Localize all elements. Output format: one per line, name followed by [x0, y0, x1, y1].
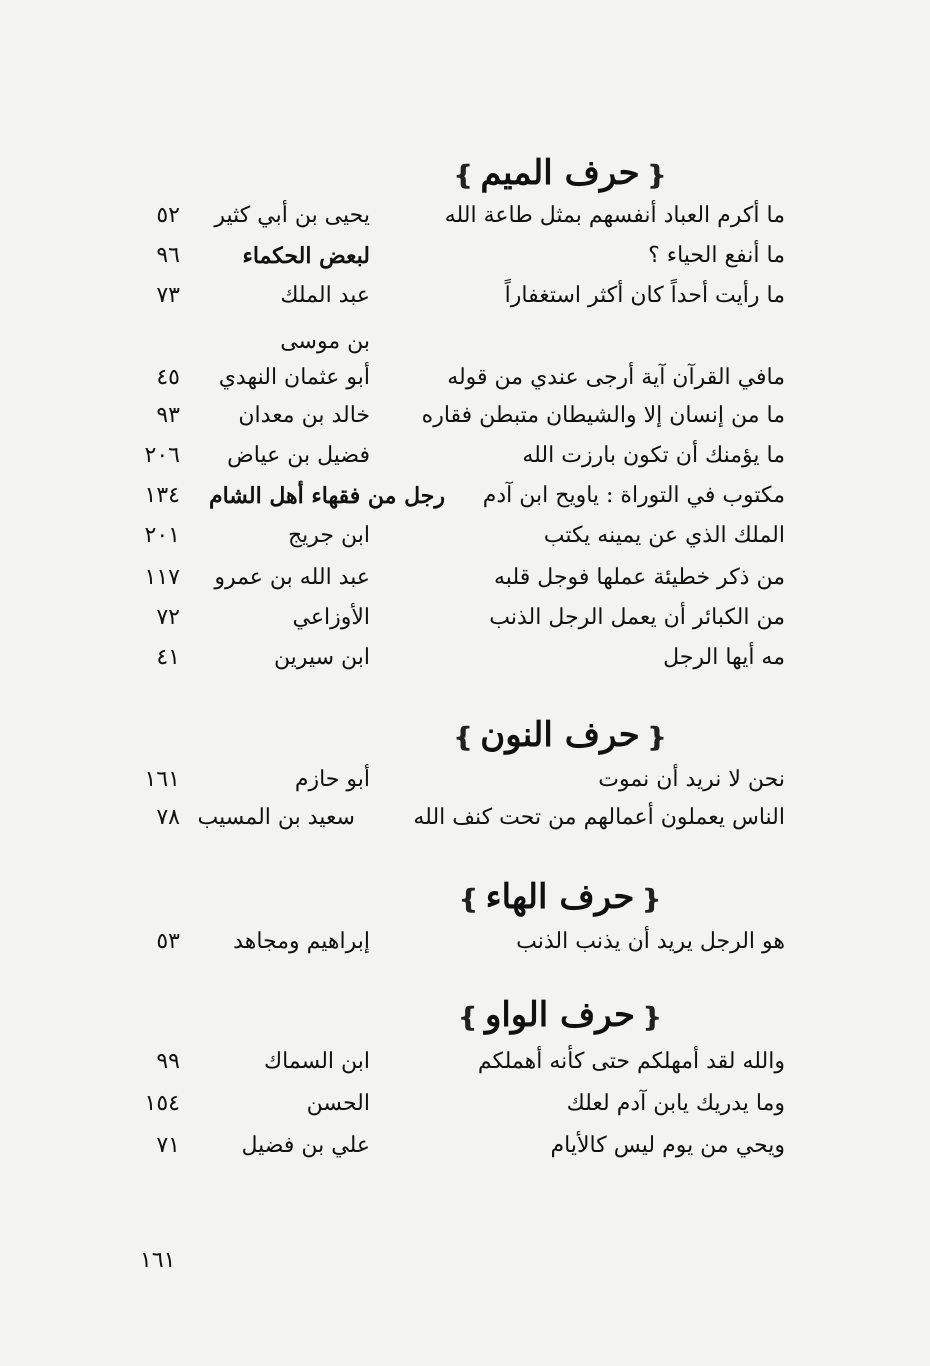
ornament-icon: ❵	[452, 161, 475, 191]
section-title: حرف النون	[480, 715, 640, 755]
ornament-icon: ❵	[452, 723, 475, 753]
saying-text: الملك الذي عن يمينه يكتب	[543, 523, 785, 548]
index-row	[0, 396, 930, 436]
ornament-icon: ❵	[457, 1003, 479, 1033]
saying-text: مه أيها الرجل	[663, 645, 785, 670]
page-number: ٧٢	[156, 605, 180, 630]
ornament-icon: ❴	[645, 723, 668, 753]
index-row	[0, 436, 930, 476]
index-row	[0, 358, 930, 398]
section-title: حرف الميم	[480, 153, 640, 193]
page-number: ٥٣	[156, 929, 180, 954]
page-number: ٢٠٦	[144, 443, 180, 468]
narrator-name: ابن سيرين	[273, 645, 370, 670]
page-number: ٧٨	[156, 805, 180, 830]
saying-text: الناس يعملون أعمالهم من تحت كنف الله	[413, 805, 785, 830]
narrator-name: لبعض الحكماء	[242, 243, 370, 269]
saying-text: ما يؤمنك أن تكون بارزت الله	[522, 443, 785, 468]
index-row	[0, 558, 930, 598]
index-row	[0, 798, 930, 838]
page-number: ١٥٤	[144, 1091, 180, 1116]
section-heading-haa	[330, 872, 790, 922]
saying-text: هو الرجل يريد أن يذنب الذنب	[516, 929, 785, 954]
saying-text: وما يدريك يابن آدم لعلك	[566, 1091, 785, 1116]
narrator-name: أبو حازم	[294, 767, 370, 792]
page-number: ٧٣	[156, 283, 180, 308]
saying-text: ما أنفع الحياء ؟	[648, 243, 785, 268]
narrator-name: إبراهيم ومجاهد	[233, 929, 370, 954]
page-number: ٩٣	[156, 403, 180, 428]
saying-text: من الكبائر أن يعمل الرجل الذنب	[489, 605, 785, 630]
page-number: ٥٢	[156, 203, 180, 228]
section-heading-waw	[330, 990, 790, 1040]
index-row	[0, 1042, 930, 1082]
narrator-name: عبد الملك	[280, 283, 370, 308]
ornament-icon: ❴	[640, 885, 663, 915]
page-number: ٤٥	[156, 365, 180, 390]
saying-text: ما من إنسان إلا والشيطان متبطن فقاره	[421, 403, 785, 428]
index-row	[0, 922, 930, 962]
saying-text: ويحي من يوم ليس كالأيام	[550, 1133, 785, 1158]
index-row	[0, 196, 930, 236]
narrator-name: ابن جريج	[287, 523, 370, 548]
narrator-name: عبد الله بن عمرو	[214, 565, 370, 590]
saying-text: ما رأيت أحداً كان أكثر استغفاراً	[504, 283, 785, 308]
narrator-name: أبو عثمان النهدي	[218, 365, 370, 390]
narrator-name: فضيل بن عياض	[227, 443, 370, 468]
index-row	[0, 236, 930, 276]
index-row	[0, 638, 930, 678]
page-number: ٤١	[156, 645, 180, 670]
section-heading-meem	[330, 148, 790, 198]
narrator-name: بن موسى	[280, 329, 370, 354]
ornament-icon: ❴	[645, 161, 668, 191]
page-number: ٧١	[156, 1133, 180, 1158]
index-row	[0, 1084, 930, 1124]
saying-text: مكتوب في التوراة : ياويح ابن آدم	[482, 483, 785, 508]
section-title: حرف الواو	[484, 995, 636, 1035]
narrator-name: خالد بن معدان	[238, 403, 370, 428]
page-number: ١٣٤	[144, 483, 180, 508]
page-number: ١١٧	[144, 565, 180, 590]
narrator-name: علي بن فضيل	[241, 1133, 370, 1158]
narrator-name: يحيى بن أبي كثير	[214, 203, 370, 228]
page-number: ١٦١	[144, 767, 180, 792]
page-number: ٩٩	[156, 1049, 180, 1074]
index-row	[0, 1126, 930, 1166]
index-row	[0, 598, 930, 638]
ornament-icon: ❵	[457, 885, 480, 915]
page-number: ٩٦	[156, 243, 180, 268]
saying-text: مافي القرآن آية أرجى عندي من قوله	[447, 365, 785, 390]
narrator-name: الحسن	[306, 1091, 370, 1116]
ornament-icon: ❴	[641, 1003, 663, 1033]
saying-text: ما أكرم العباد أنفسهم بمثل طاعة الله	[444, 203, 785, 228]
index-row	[0, 276, 930, 316]
page-number: ٢٠١	[144, 523, 180, 548]
section-heading-noon	[330, 710, 790, 760]
index-row	[0, 322, 930, 362]
narrator-name: رجل من فقهاء أهل الشام	[208, 483, 445, 509]
saying-text: نحن لا نريد أن نموت	[598, 767, 785, 792]
section-title: حرف الهاء	[485, 877, 635, 917]
narrator-name: الأوزاعي	[292, 605, 370, 630]
folio-page-number: ١٦١	[140, 1248, 176, 1273]
saying-text: من ذكر خطيئة عملها فوجل قلبه	[494, 565, 785, 590]
narrator-name: سعيد بن المسيب	[197, 805, 355, 830]
saying-text: والله لقد أمهلكم حتى كأنه أهملكم	[477, 1049, 785, 1074]
index-row	[0, 476, 930, 516]
index-row	[0, 516, 930, 556]
narrator-name: ابن السماك	[264, 1049, 370, 1074]
index-row	[0, 760, 930, 800]
